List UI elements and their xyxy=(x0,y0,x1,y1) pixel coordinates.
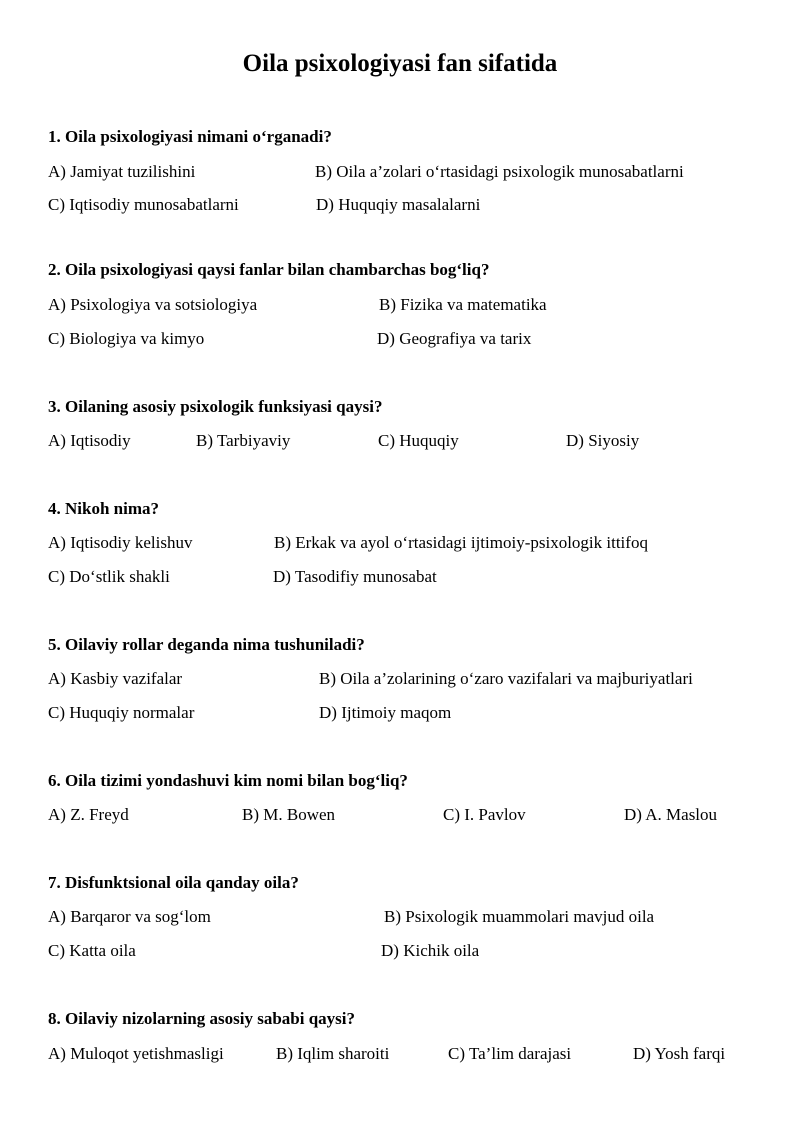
question-8: 8. Oilaviy nizolarning asosiy sababi qaysi? xyxy=(48,1009,356,1028)
question-7-option-c: C) Katta oila xyxy=(48,941,136,960)
question-2-option-a: A) Psixologiya va sotsiologiya xyxy=(48,295,258,314)
question-3-option-c: C) Huquqiy xyxy=(378,431,459,450)
page-title: Oila psixologiyasi fan sifatida xyxy=(242,50,558,77)
question-6-option-a: A) Z. Freyd xyxy=(48,805,129,824)
question-6-option-b: B) M. Bowen xyxy=(242,805,336,824)
question-6-option-c: C) I. Pavlov xyxy=(443,805,526,824)
question-3-option-a: A) Iqtisodiy xyxy=(48,431,131,450)
question-1-option-d: D) Huquqiy masalalarni xyxy=(316,195,481,214)
question-7: 7. Disfunktsional oila qanday oila? xyxy=(48,873,299,892)
question-5-option-b: B) Oila a’zolarining o‘zaro vazifalari va majburiyatlari xyxy=(319,669,693,688)
question-2-option-b: B) Fizika va matematika xyxy=(379,295,547,314)
question-4-option-b: B) Erkak va ayol o‘rtasidagi ijtimoiy-psixologik ittifoq xyxy=(274,533,648,552)
question-1-option-b: B) Oila a’zolari o‘rtasidagi psixologik munosabatlarni xyxy=(315,162,684,181)
question-8-option-b: B) Iqlim sharoiti xyxy=(276,1044,390,1063)
question-2-option-c: C) Biologiya va kimyo xyxy=(48,329,205,348)
question-4-option-a: A) Iqtisodiy kelishuv xyxy=(48,533,193,552)
question-5-option-d: D) Ijtimoiy maqom xyxy=(319,703,452,722)
question-6: 6. Oila tizimi yondashuvi kim nomi bilan bog‘liq? xyxy=(48,771,408,790)
question-1-option-a: A) Jamiyat tuzilishini xyxy=(48,162,196,181)
question-1: 1. Oila psixologiyasi nimani o‘rganadi? xyxy=(48,127,332,146)
question-7-option-a: A) Barqaror va sog‘lom xyxy=(48,907,211,926)
question-7-option-d: D) Kichik oila xyxy=(381,941,480,960)
question-8-option-d: D) Yosh farqi xyxy=(633,1044,726,1063)
question-5-option-c: C) Huquqiy normalar xyxy=(48,703,195,722)
question-4-option-d: D) Tasodifiy munosabat xyxy=(273,567,437,586)
question-1-option-c: C) Iqtisodiy munosabatlarni xyxy=(48,195,239,214)
question-8-option-a: A) Muloqot yetishmasligi xyxy=(48,1044,224,1063)
question-5-option-a: A) Kasbiy vazifalar xyxy=(48,669,183,688)
question-2: 2. Oila psixologiyasi qaysi fanlar bilan chambarchas bog‘liq? xyxy=(48,260,490,279)
question-2-option-d: D) Geografiya va tarix xyxy=(377,329,532,348)
question-5: 5. Oilaviy rollar deganda nima tushuniladi? xyxy=(48,635,365,654)
question-4-option-c: C) Do‘stlik shakli xyxy=(48,567,170,586)
question-3-option-b: B) Tarbiyaviy xyxy=(196,431,291,450)
question-8-option-c: C) Ta’lim darajasi xyxy=(448,1044,572,1063)
question-3-option-d: D) Siyosiy xyxy=(566,431,640,450)
question-6-option-d: D) A. Maslou xyxy=(624,805,718,824)
question-7-option-b: B) Psixologik muammolari mavjud oila xyxy=(384,907,655,926)
question-4: 4. Nikoh nima? xyxy=(48,499,159,518)
question-3: 3. Oilaning asosiy psixologik funksiyasi qaysi? xyxy=(48,397,383,416)
